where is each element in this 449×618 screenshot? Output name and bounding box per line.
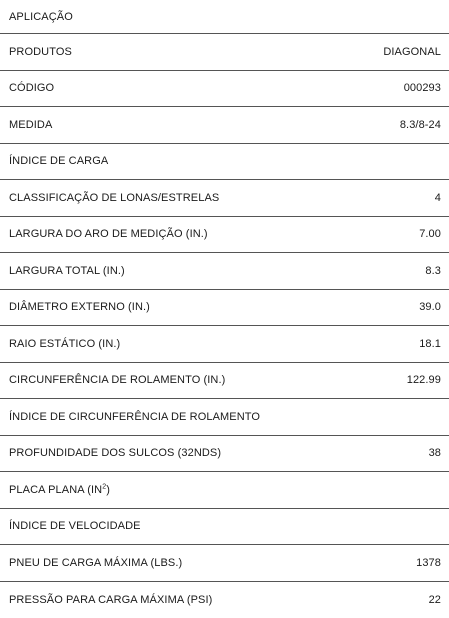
spec-label-suffix: ) <box>106 484 110 496</box>
spec-value: 22 <box>429 594 441 606</box>
spec-label: PRESSÃO PARA CARGA MÁXIMA (PSI) <box>9 594 212 606</box>
spec-row-pneu-de-carga-maxima <box>0 545 449 582</box>
spec-label: PNEU DE CARGA MÁXIMA (LBS.) <box>9 557 182 569</box>
spec-label: CIRCUNFERÊNCIA DE ROLAMENTO (IN.) <box>9 374 225 386</box>
spec-row-indice-de-velocidade <box>0 509 449 546</box>
spec-value: 39.0 <box>419 301 441 313</box>
spec-value: 8.3 <box>425 265 441 277</box>
spec-label: LARGURA TOTAL (IN.) <box>9 265 125 277</box>
spec-value: 4 <box>435 192 441 204</box>
spec-label: CÓDIGO <box>9 82 54 94</box>
spec-label-superscript: 2 <box>102 483 106 490</box>
spec-value: 000293 <box>404 82 441 94</box>
spec-label: ÍNDICE DE CIRCUNFERÊNCIA DE ROLAMENTO <box>9 411 260 423</box>
spec-label: PRODUTOS <box>9 46 72 58</box>
spec-row-circunferencia-de-rolamento <box>0 363 449 400</box>
spec-label: ÍNDICE DE VELOCIDADE <box>9 520 141 532</box>
spec-label: DIÂMETRO EXTERNO (IN.) <box>9 301 150 313</box>
spec-row-indice-de-carga <box>0 144 449 181</box>
spec-row-codigo <box>0 71 449 108</box>
spec-row-indice-de-circunferencia <box>0 399 449 436</box>
spec-label: PROFUNDIDADE DOS SULCOS (32NDS) <box>9 447 221 459</box>
spec-row-profundidade-dos-sulcos <box>0 436 449 473</box>
spec-value: 7.00 <box>419 228 441 240</box>
spec-row-diametro-externo <box>0 290 449 327</box>
spec-label <box>9 484 110 496</box>
spec-value: 38 <box>429 447 441 459</box>
spec-label: APLICAÇÃO <box>9 11 73 23</box>
spec-label: MEDIDA <box>9 119 52 131</box>
spec-label: ÍNDICE DE CARGA <box>9 155 108 167</box>
spec-row-pressao-para-carga-maxima <box>0 582 449 618</box>
spec-value: 8.3/8-24 <box>400 119 441 131</box>
spec-row-classificacao-de-lonas <box>0 180 449 217</box>
spec-row-medida <box>0 107 449 144</box>
spec-label: LARGURA DO ARO DE MEDIÇÃO (IN.) <box>9 228 208 240</box>
spec-row-raio-estatico <box>0 326 449 363</box>
spec-value: DIAGONAL <box>383 46 441 58</box>
spec-value: 1378 <box>416 557 441 569</box>
spec-row-aplicacao <box>0 0 449 34</box>
spec-row-placa-plana <box>0 472 449 509</box>
spec-row-largura-total <box>0 253 449 290</box>
spec-row-produtos <box>0 34 449 71</box>
spec-label: CLASSIFICAÇÃO DE LONAS/ESTRELAS <box>9 192 219 204</box>
spec-value: 122.99 <box>407 374 441 386</box>
spec-value: 18.1 <box>419 338 441 350</box>
spec-label: RAIO ESTÁTICO (IN.) <box>9 338 120 350</box>
spec-label-text: PLACA PLANA (IN <box>9 484 102 496</box>
spec-row-largura-do-aro <box>0 217 449 254</box>
